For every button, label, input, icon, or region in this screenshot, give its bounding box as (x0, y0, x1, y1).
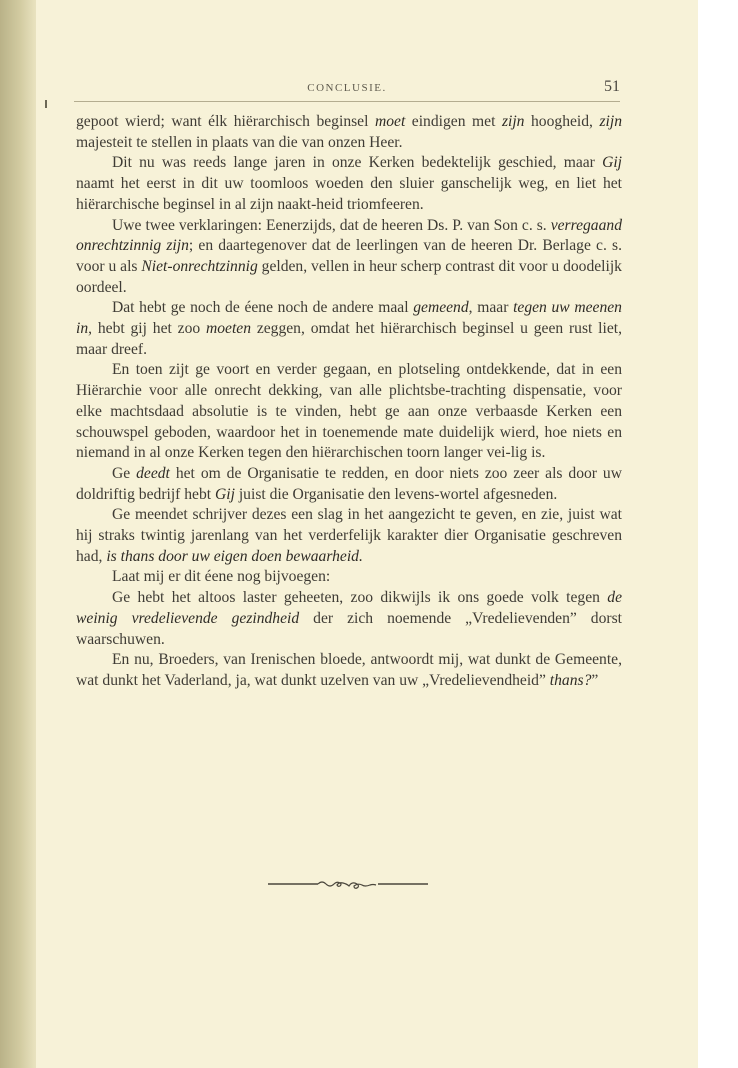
italic-text: zijn (501, 113, 525, 130)
text-run: , maar (468, 299, 514, 317)
body-text (76, 112, 622, 692)
text-run: majesteit te stellen in plaats van die van onzen Heer. (76, 133, 403, 151)
paragraph (76, 153, 622, 215)
italic-text: moeten (205, 320, 252, 338)
italic-text: de weinig vredelievende gezindheid (76, 589, 622, 627)
scan-margin-right (698, 0, 738, 1068)
header-rule (74, 101, 620, 102)
paragraph (76, 464, 622, 505)
page-binding-edge (0, 0, 36, 1068)
paragraph (76, 650, 622, 691)
page-number: 51 (604, 78, 620, 95)
italic-text: thans? (549, 671, 592, 689)
text-run: ” (591, 671, 599, 689)
margin-mark (45, 100, 47, 108)
italic-text: verregaand onrechtzinnig zijn (76, 216, 622, 255)
paragraph (76, 112, 622, 153)
text-run: gepoot wierd; want élk hiërarchisch beginsel (76, 113, 375, 130)
text-run: Ge hebt het altoos laster geheeten, zoo dikwijls ik ons goede volk tegen (112, 589, 608, 607)
tailpiece-ornament-icon (268, 877, 428, 891)
paragraph (76, 567, 622, 588)
running-head: CONCLUSIE. (307, 82, 387, 94)
italic-text: gemeend (413, 299, 469, 317)
text-run: het om de Organisatie te redden, en door niets zoo zeer als door uw doldriftig bedrijf hebt (76, 464, 622, 503)
text-run: der zich noemende „Vredelievenden” dorst waarschuwen. (76, 609, 622, 648)
text-run: ; en daartegenover dat de leerlingen van de heeren Dr. Berlage c. s. voor u als (76, 237, 622, 275)
italic-text: tegen uw meenen in (76, 299, 622, 338)
text-run: Dit nu was reeds lange jaren in onze Kerken bedektelijk geschied, maar (112, 154, 603, 172)
page-header (74, 78, 620, 98)
paragraph (76, 216, 622, 299)
italic-text: moet (374, 113, 406, 130)
italic-text: Gij (215, 485, 235, 503)
italic-text: Gij (602, 154, 622, 172)
text-run: eindigen met (405, 113, 502, 130)
paragraph (76, 298, 622, 360)
text-run: Ge (112, 464, 137, 482)
text-run: gelden, vellen in heur scherp contrast dit voor u doodelijk oordeel. (76, 257, 622, 296)
paragraph (76, 588, 622, 650)
paragraph (76, 505, 622, 567)
italic-text: deedt (136, 464, 170, 482)
text-run: Laat mij er dit éene nog bijvoegen: (112, 568, 331, 586)
text-run: hoogheid, (524, 113, 600, 130)
italic-text: is thans door uw eigen doen bewaarheid. (106, 547, 363, 565)
text-run: En nu, Broeders, van Irenischen bloede, antwoordt mij, wat dunkt de Gemeente, wat dunkt het Vaderland, ja, wat dunkt uzelven van uw „Vredelievendheid” (76, 651, 622, 689)
italic-text: Niet-onrechtzinnig (141, 257, 258, 275)
text-run: En toen zijt ge voort en verder gegaan, en plotseling ontdekkende, dat in een Hiërarchie voor alle onrecht dekking, van alle plichtsbe-trachting dispensatie, voor elke machtsdaad absolutie is te vinden, hebt ge aan onze verbaasde Kerken een schouwspel geboden, waardoor het in toenemende mate duidelijk wierd, hoe niets en niemand in al onze Kerken tegen den hiërarchischen toorn langer vei-lig is. (76, 361, 622, 462)
text-run: , hebt gij het zoo (88, 320, 206, 338)
text-run: Uwe twee verklaringen: Eenerzijds, dat de heeren Ds. P. van Son c. s. (112, 216, 551, 234)
text-run: Ge meendet schrijver dezes een slag in het aangezicht te geven, en zie, juist wat hij straks twintig jarenlang van het verderfelijk karakter dier Organisatie geschreven had, (76, 506, 622, 565)
text-run: juist die Organisatie den levens-wortel afgesneden. (234, 485, 558, 503)
text-run: naamt het eerst in dit uw toomloos woeden den sluier ganschelijk weg, en liet het hiërarchische beginsel in al zijn naakt-heid triomfeeren. (76, 175, 622, 213)
text-run: Dat hebt ge noch de éene noch de andere maal (112, 299, 414, 317)
italic-text: zijn (599, 113, 623, 130)
paragraph (76, 360, 622, 464)
text-run: zeggen, omdat het hiërarchisch beginsel u geen rust liet, maar dreef. (76, 320, 623, 358)
